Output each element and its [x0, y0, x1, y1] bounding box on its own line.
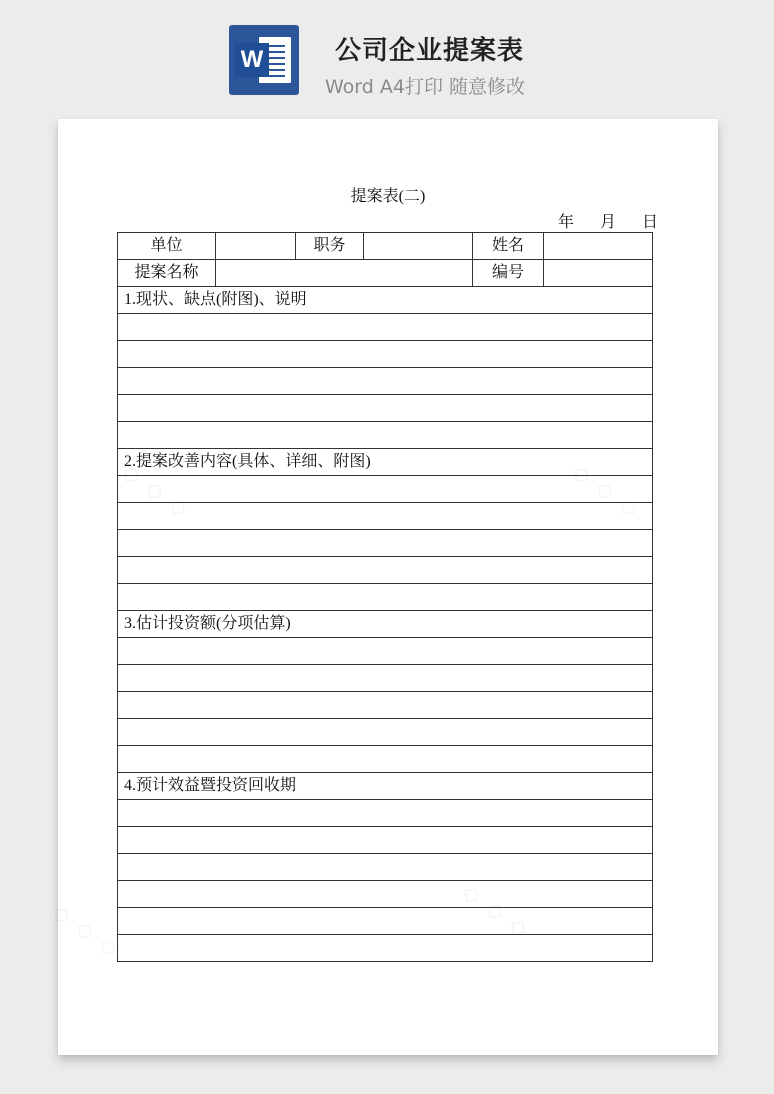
table-row [118, 692, 653, 719]
document-paper [47, 119, 718, 1055]
section-heading-row [118, 773, 653, 800]
name-label: 姓名 [473, 233, 544, 260]
date-line [558, 209, 658, 232]
table-row [118, 341, 653, 368]
blank-entry-line[interactable] [118, 395, 653, 422]
table-row [118, 422, 653, 449]
blank-entry-line[interactable] [118, 827, 653, 854]
table-row [118, 665, 653, 692]
table-row [118, 908, 653, 935]
blank-entry-line[interactable] [118, 800, 653, 827]
position-label: 职务 [296, 233, 364, 260]
watermark: ◇ ◇ ◇ [117, 459, 195, 524]
section-heading: 1.现状、缺点(附图)、说明 [118, 287, 653, 314]
blank-entry-line[interactable] [118, 368, 653, 395]
unit-field[interactable] [216, 233, 296, 260]
blank-entry-line[interactable] [118, 692, 653, 719]
blank-entry-line[interactable] [118, 341, 653, 368]
number-field[interactable] [544, 260, 653, 287]
position-field[interactable] [364, 233, 473, 260]
table-row [118, 800, 653, 827]
blank-entry-line[interactable] [118, 476, 653, 503]
blank-entry-line[interactable] [118, 503, 653, 530]
section-heading-row [118, 611, 653, 638]
info-row-2 [118, 260, 653, 287]
section-heading: 3.估计投资额(分项估算) [118, 611, 653, 638]
section-heading: 4.预计效益暨投资回收期 [118, 773, 653, 800]
page-header [0, 0, 774, 110]
table-row [118, 638, 653, 665]
watermark: ◇ ◇ ◇ [567, 459, 645, 524]
table-row [118, 935, 653, 962]
blank-entry-line[interactable] [118, 935, 653, 962]
number-label: 编号 [473, 260, 544, 287]
blank-entry-line[interactable] [118, 422, 653, 449]
table-row [118, 503, 653, 530]
blank-entry-line[interactable] [118, 719, 653, 746]
blank-entry-line[interactable] [118, 746, 653, 773]
table-row [118, 395, 653, 422]
table-row [118, 854, 653, 881]
unit-label: 单位 [118, 233, 216, 260]
watermark: ◇ ◇ ◇ [457, 879, 535, 944]
table-row [118, 314, 653, 341]
page-title: 公司企业提案表 [335, 36, 525, 66]
word-icon [229, 25, 299, 95]
proposal-name-label: 提案名称 [118, 260, 216, 287]
proposal-form-table [117, 232, 653, 962]
table-row [118, 368, 653, 395]
table-row [118, 476, 653, 503]
blank-entry-line[interactable] [118, 584, 653, 611]
table-row [118, 557, 653, 584]
blank-entry-line[interactable] [118, 854, 653, 881]
table-row [118, 584, 653, 611]
date-day-label: 日 [641, 214, 658, 231]
blank-entry-line[interactable] [118, 665, 653, 692]
name-field[interactable] [544, 233, 653, 260]
table-row [118, 530, 653, 557]
blank-entry-line[interactable] [118, 908, 653, 935]
blank-entry-line[interactable] [118, 881, 653, 908]
section-heading-row [118, 287, 653, 314]
date-year-label: 年 [558, 214, 575, 231]
table-row [118, 827, 653, 854]
table-row [118, 746, 653, 773]
blank-entry-line[interactable] [118, 638, 653, 665]
blank-entry-line[interactable] [118, 530, 653, 557]
page-subtitle: Word A4打印 随意修改 [325, 76, 526, 98]
table-row [118, 719, 653, 746]
watermark: ◇ ◇ ◇ [47, 899, 125, 964]
date-month-label: 月 [599, 214, 616, 231]
section-heading: 2.提案改善内容(具体、详细、附图) [118, 449, 653, 476]
blank-entry-line[interactable] [118, 314, 653, 341]
section-heading-row [118, 449, 653, 476]
document-title: 提案表(二) [350, 188, 426, 205]
proposal-name-field[interactable] [216, 260, 473, 287]
word-letter-tile: W [235, 43, 269, 77]
blank-entry-line[interactable] [118, 557, 653, 584]
info-row-1 [118, 233, 653, 260]
table-row [118, 881, 653, 908]
